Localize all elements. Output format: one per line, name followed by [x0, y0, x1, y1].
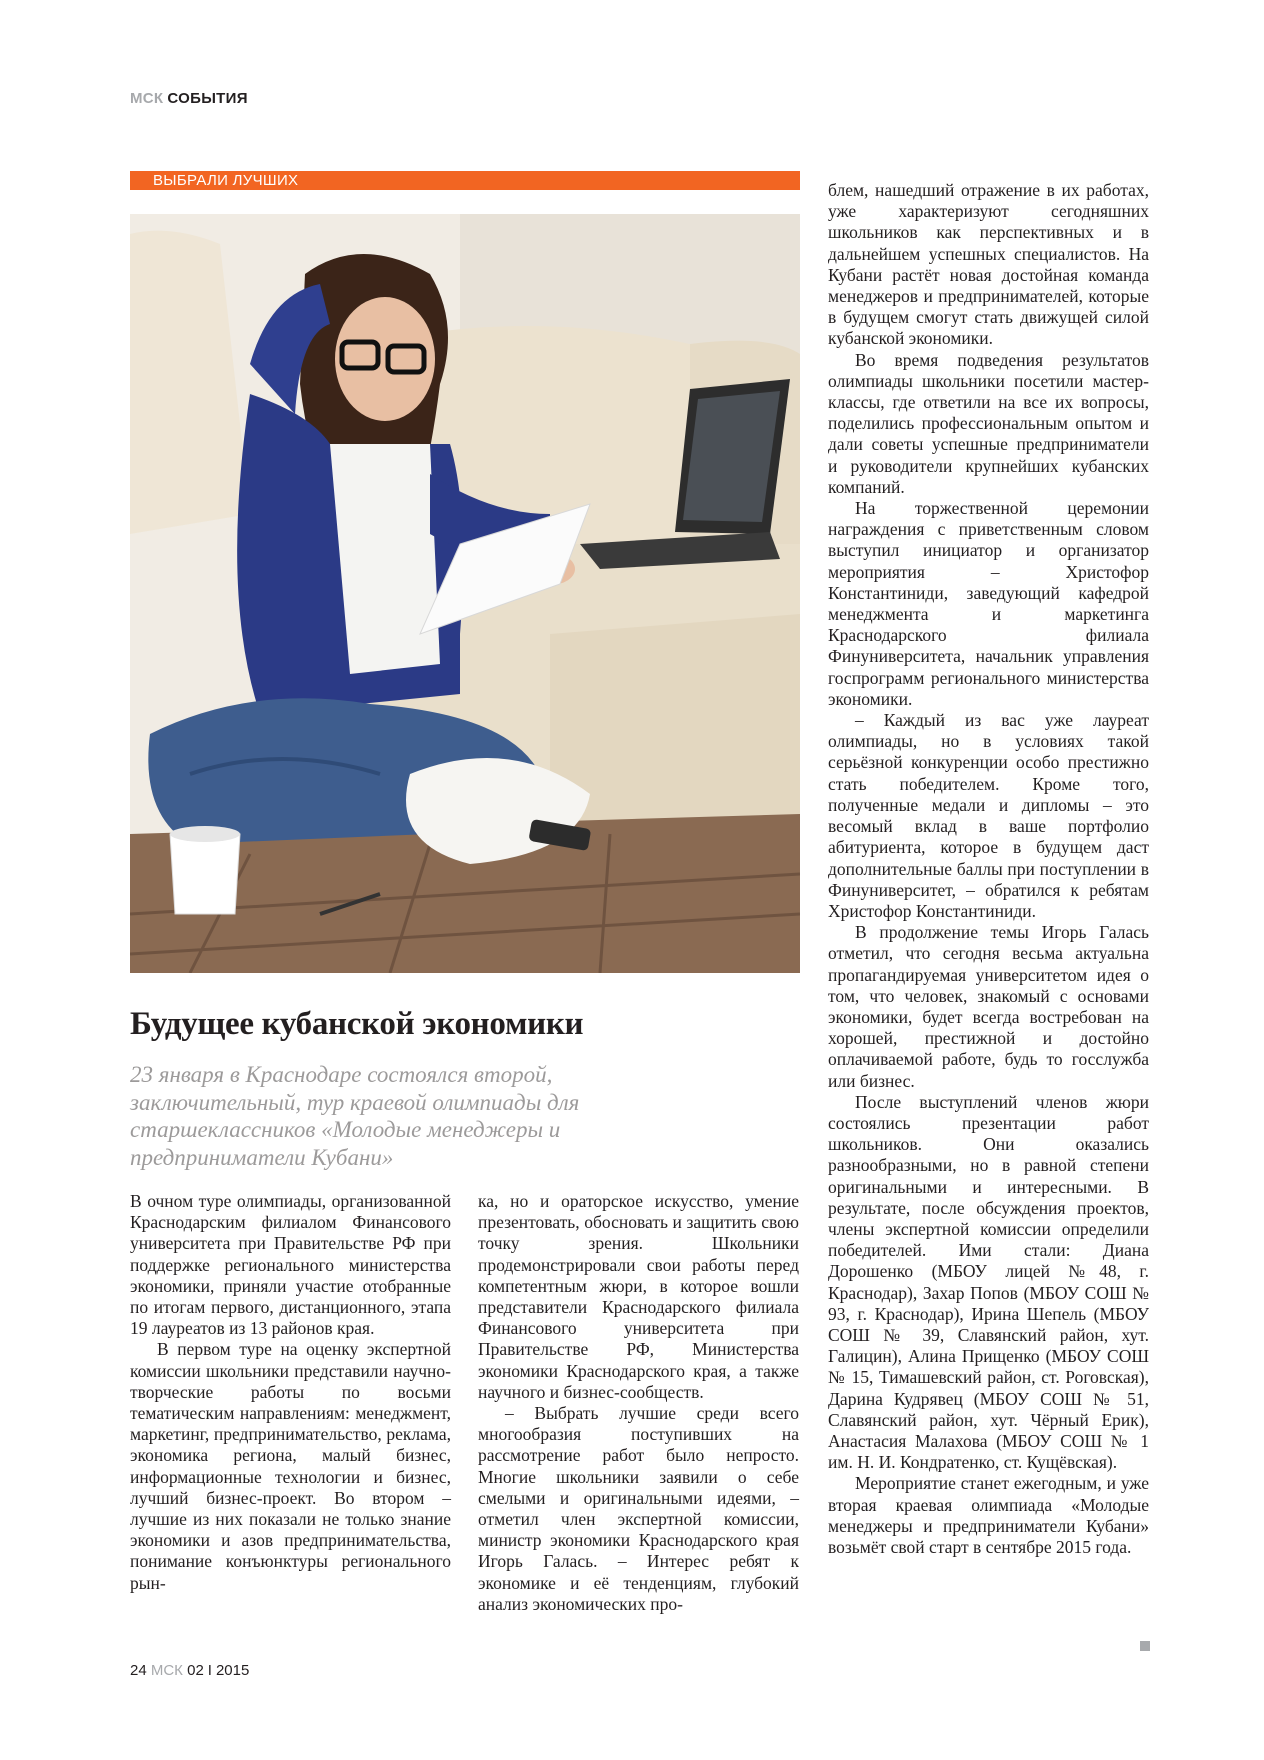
paragraph-8: После выступлений членов жюри состоялись презентации работ школьников. Они оказались разнообразными, но в равной степени оригинальными и интересными. В результате, после обсуждения проектов, члены экспертной комиссии определили победителей. Ими стали: Диана Дорошенко (МБОУ лицей №48, г. Краснодар), Захар Попов (МБОУ СОШ № 93, г. Краснодар), Ирина Шепель (МБОУ СОШ № 39, Славянский район, хут. Галицин), Алина Прищенко (МБОУ СОШ № 15, Тимашевский район, ст. Роговская), Дарина Кудрявец (МБОУ СОШ № 51, Славянский район, хут. Чёрный Ерик), Анастасия Малахова (МБОУ СОШ № 1 им. Н. И. Кондратенко, ст. Кущёвская). — [828, 1091, 1149, 1473]
header-magazine: МСК — [130, 90, 164, 107]
footer-separator: I — [207, 1662, 212, 1679]
square-end-mark-icon — [1140, 1641, 1150, 1651]
paragraph-4: Во время подведения результатов олимпиады школьники посетили мастер-классы, где ответили на все их вопросы, поделились профессиональным опытом и дали советы успешные предприниматели и руководители крупнейших кубанских компаний. — [828, 349, 1149, 497]
text-column-2 — [478, 1191, 799, 1615]
photo-illustration — [130, 214, 800, 973]
footer-magazine: МСК — [150, 1662, 183, 1679]
rubric-bar: ВЫБРАЛИ ЛУЧШИХ — [130, 171, 800, 190]
paragraph-6: – Каждый из вас уже лауреат олимпиады, но в условиях такой серьёзной конкуренции особо престижно стать победителем. Кроме того, полученные медали и дипломы – это весомый вклад в ваше портфолио абитуриента, которое в будущем даст дополнительные баллы при поступлении в Финуниверситет, – обратился к ребятам Христофор Константиниди. — [828, 710, 1149, 921]
page-footer — [130, 1662, 249, 1679]
header-section: СОБЫТИЯ — [167, 90, 248, 107]
text-column-3 — [828, 180, 1149, 1558]
paragraph-2-part-2: ка, но и ораторское искусство, умение презентовать, обосновать и защитить свою точку зрения. Школьники продемонстрировали свои работы перед компетентным жюри, в которое вошли представители Краснодарского филиала Финансового университета при Правительстве РФ, Министерства экономики Краснодарского края, а также научного и бизнес-сообществ. — [478, 1191, 799, 1402]
footer-year: 2015 — [215, 1662, 250, 1679]
article-title: Будущее кубанской экономики — [130, 1006, 584, 1042]
paragraph-1: В очном туре олимпиады, организованной Краснодарским филиалом Финансового университета при Правительстве РФ при поддержке регионального министерства экономики, приняли участие отобранные по итогам первого, дистанционного, этапа 19 лауреатов из 13 районов края. — [130, 1191, 451, 1339]
page-number: 24 — [130, 1662, 147, 1679]
paragraph-3-part-2: блем, нашедший отражение в их работах, уже характеризуют сегодняшних школьников как перспективных и в дальнейшем успешных специалистов. На Кубани растёт новая достойная команда менеджеров и предпринимателей, которые в будущем смогут стать движущей силой кубанской экономики. — [828, 180, 1149, 349]
paragraph-2-part-1: В первом туре на оценку экспертной комиссии школьники представили научно-творческие работы по восьми тематическим направлениям: менеджмент, маркетинг, предпринимательство, реклама, экономика региона, малый бизнес, информационные технологии и бизнес, лучший бизнес-проект. Во втором – лучшие из них показали не только знание экономики и азов предпринимательства, понимание конъюнктуры регионального рын- — [130, 1339, 451, 1593]
article-lead: 23 января в Краснодаре состоялся второй, заключительный, тур краевой олимпиады для старшеклассников «Молодые менеджеры и предприниматели Кубани» — [130, 1062, 580, 1170]
paragraph-3-part-1: – Выбрать лучшие среди всего многообразия поступивших на рассмотрение работ было непросто. Многие школьники заявили о себе смелыми и оригинальными идеями, – отметил член экспертной комиссии, министр экономики Краснодарского края Игорь Галась. – Интерес ребят к экономике и её тенденциям, глубокий анализ экономических про- — [478, 1403, 799, 1614]
paragraph-7: В продолжение темы Игорь Галась отметил, что сегодня весьма актуальна пропагандируемая университетом идея о том, что человек, знакомый с основами экономики, будет всегда востребован на хорошей, престижной и достойно оплачиваемой работе, будь то госслужба или бизнес. — [828, 922, 1149, 1091]
running-header — [130, 90, 248, 107]
text-column-1 — [130, 1191, 451, 1594]
paragraph-5: На торжественной церемонии награждения с приветственным словом выступил инициатор и организатор мероприятия – Христофор Константиниди, заведующий кафедрой менеджмента и маркетинга Краснодарского филиала Финуниверситета, начальник управления госпрограмм регионального министерства экономики. — [828, 498, 1149, 709]
paragraph-9: Мероприятие станет ежегодным, и уже вторая краевая олимпиада «Молодые менеджеры и предприниматели Кубани» возьмёт свой старт в сентябре 2015 года. — [828, 1473, 1149, 1557]
footer-issue: 02 — [187, 1662, 204, 1679]
article-photo — [130, 214, 800, 973]
